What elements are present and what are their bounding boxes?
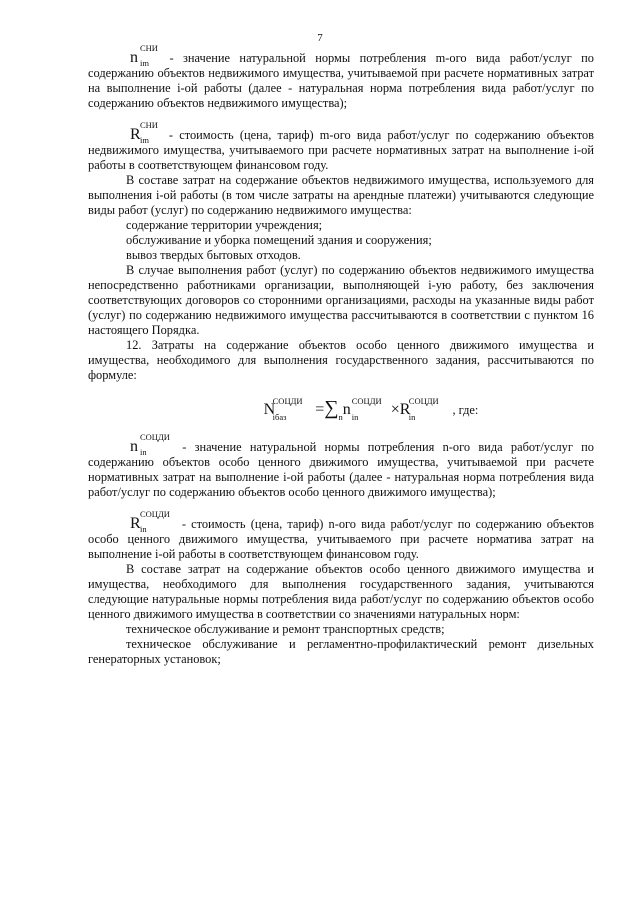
definition-n-sni: n СНИ im - значение натуральной нормы потребления m-ого вида работ/услуг по содержанию объектов недвижимого имущества, учитываемой при расчете нормативных затрат на выполнение i-ой работы (далее - натуральная норма потребления вида работ/услуг по содержанию объектов недвижимого имущества); — [88, 43, 594, 110]
definition-r-socdi: R СОЦДИ in - стоимость (цена, тариф) n-ого вида работ/услуг по содержанию объектов особо ценного движимого имущества, учитываемого при расчете норматива затрат на выполнение i-ой работы в соответствующем финансовом году. — [88, 509, 594, 561]
paragraph-composition-real-estate: В составе затрат на содержание объектов недвижимого имущества, используемого для выполнения i-ой работы (в том числе затраты на арендные платежи) учитываются следующие виды работ (услуг) по содержанию недвижимого имущества: — [88, 173, 594, 217]
definition-n-socdi: n СОЦДИ in - значение натуральной нормы потребления n-ого вида работ/услуг по содержанию объектов особо ценного движимого имущества, учитываемой при расчете нормативных затрат на выполнение i-ой работы (далее - натуральная норма потребления вида работ/услуг по содержанию объектов особо ценного движимого имущества); — [88, 432, 594, 499]
symbol-r-sni: R СНИ im — [130, 120, 158, 145]
list-item: техническое обслуживание и регламентно-профилактический ремонт дизельных генераторных установок; — [88, 637, 594, 666]
list-item: обслуживание и уборка помещений здания и сооружения; — [126, 233, 432, 247]
symbol-n-sni: n СНИ im — [130, 43, 158, 68]
symbol-n-socdi: n СОЦДИ in — [130, 432, 170, 457]
list-item: содержание территории учреждения; — [126, 218, 323, 232]
list-item: вывоз твердых бытовых отходов. — [126, 248, 301, 262]
page-number: 7 — [317, 32, 323, 44]
formula: N СОЦДИ iбаз $=\sum_nn$ СОЦДИ in ×R СОЦДИ in , где: — [263, 396, 479, 422]
paragraph-own-staff: В случае выполнения работ (услуг) по содержанию объектов недвижимого имущества непосредственно работниками организации, выполняющей i-ую работу, без заключения соответствующих договоров со сторонними организациями, расходы на указанные виды работ (услуг) по содержанию недвижимого имущества рассчитываются в соответствии с пунктом 16 настоящего Порядка. — [88, 263, 594, 337]
paragraph-composition-movable: В составе затрат на содержание объектов особо ценного движимого имущества и имущества, необходимого для выполнения государственного задания, учитываются следующие натуральные нормы потребления вида работ/услуг по содержанию объектов особо ценного движимого имущества в соответствии со значениями натуральных норм: — [88, 562, 594, 621]
list-item: техническое обслуживание и ремонт транспортных средств; — [126, 622, 445, 636]
page-body — [88, 43, 594, 667]
definition-r-sni: R СНИ im - стоимость (цена, тариф) m-ого вида работ/услуг по содержанию объектов недвижимого имущества, учитываемого при расчете нормативных затрат на выполнение i-ой работы в соответствующем финансовом году. — [88, 120, 594, 172]
symbol-r-socdi: R СОЦДИ in — [130, 509, 170, 534]
paragraph-item-12: 12. Затраты на содержание объектов особо ценного движимого имущества и имущества, необходимого для выполнения государственного задания, рассчитываются по формуле: — [88, 338, 594, 382]
